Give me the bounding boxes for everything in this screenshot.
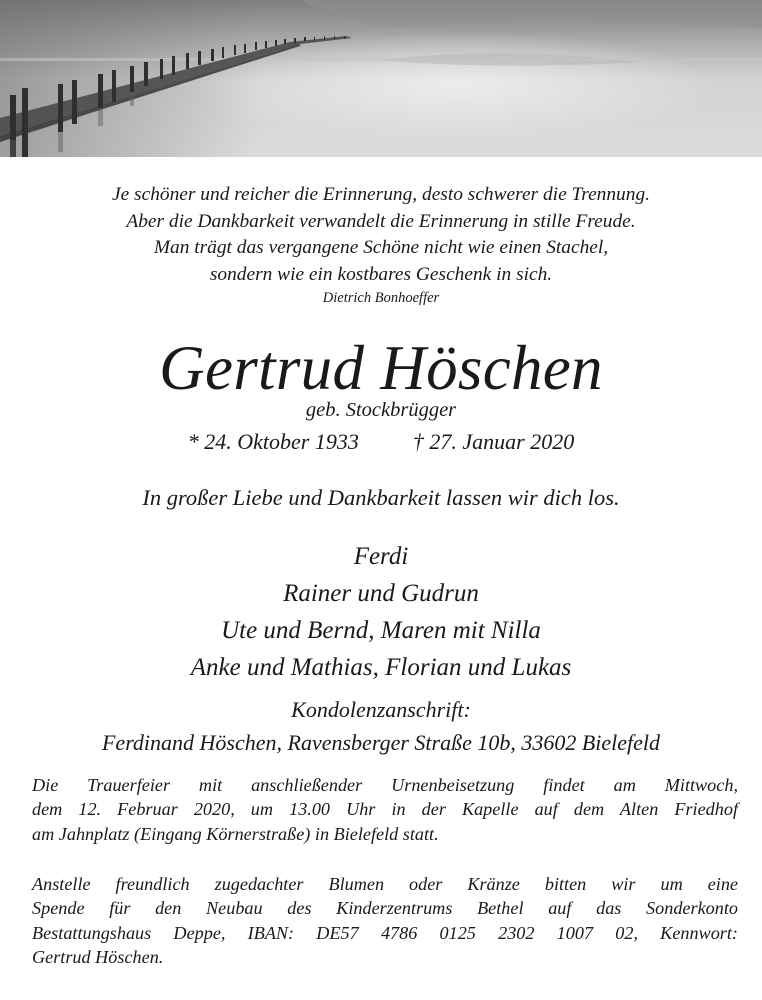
notice-line: dem 12. Februar 2020, um 13.00 Uhr in der Kapelle auf dem Alten Friedhof — [32, 799, 738, 820]
notice-line: Die Trauerfeier mit anschließender Urnenbeisetzung findet am Mittwoch, — [32, 775, 738, 795]
deceased-name: Gertrud Höschen — [159, 333, 603, 403]
quote-line: sondern wie ein kostbares Geschenk in sich. — [209, 263, 553, 285]
header-photo — [0, 0, 762, 157]
family-list — [0, 538, 762, 686]
pier-image — [0, 0, 762, 157]
quote-line: Je schöner und reicher die Erinnerung, desto schwerer die Trennung. — [112, 184, 650, 205]
birth-name: geb. Stockbrügger — [305, 399, 457, 421]
death-date: † 27. Januar 2020 — [412, 429, 575, 454]
donation-notice — [32, 872, 738, 970]
birth-date: * 24. Oktober 1933 — [187, 429, 359, 454]
notice-line: am Jahnplatz (Eingang Körnerstraße) in Bielefeld statt. — [32, 823, 439, 844]
notice-line: Bestattungshaus Deppe, IBAN: DE57 4786 0125 2302 1007 02, Kennwort: — [32, 922, 738, 943]
funeral-notice — [32, 773, 738, 846]
notice-line: Anstelle freundlich zugedachter Blumen oder Kränze bitten wir um eine — [32, 874, 738, 894]
family-member: Ferdi — [353, 543, 409, 570]
family-member: Anke und Mathias, Florian und Lukas — [190, 654, 572, 681]
condolence-address: Ferdinand Höschen, Ravensberger Straße 10b, 33602 Bielefeld — [101, 729, 661, 755]
quote-line: Man trägt das vergangene Schöne nicht wie einen Stachel, — [153, 237, 609, 259]
family-member: Rainer und Gudrun — [283, 580, 479, 607]
notice-line: Gertrud Höschen. — [32, 947, 164, 968]
condolence-heading: Kondolenzanschrift: — [291, 697, 471, 722]
notice-line: Spende für den Neubau des Kinderzentrums Bethel auf das Sonderkonto — [32, 898, 738, 919]
quote-line: Aber die Dankbarkeit verwandelt die Erinnerung in stille Freude. — [126, 210, 636, 232]
life-dates — [0, 428, 762, 456]
motto: In großer Liebe und Dankbarkeit lassen wir dich los. — [142, 485, 620, 510]
quote-block — [0, 182, 762, 288]
condolence-block — [0, 694, 762, 759]
quote-author: Dietrich Bonhoeffer — [322, 290, 440, 306]
family-member: Ute und Bernd, Maren mit Nilla — [221, 617, 541, 644]
